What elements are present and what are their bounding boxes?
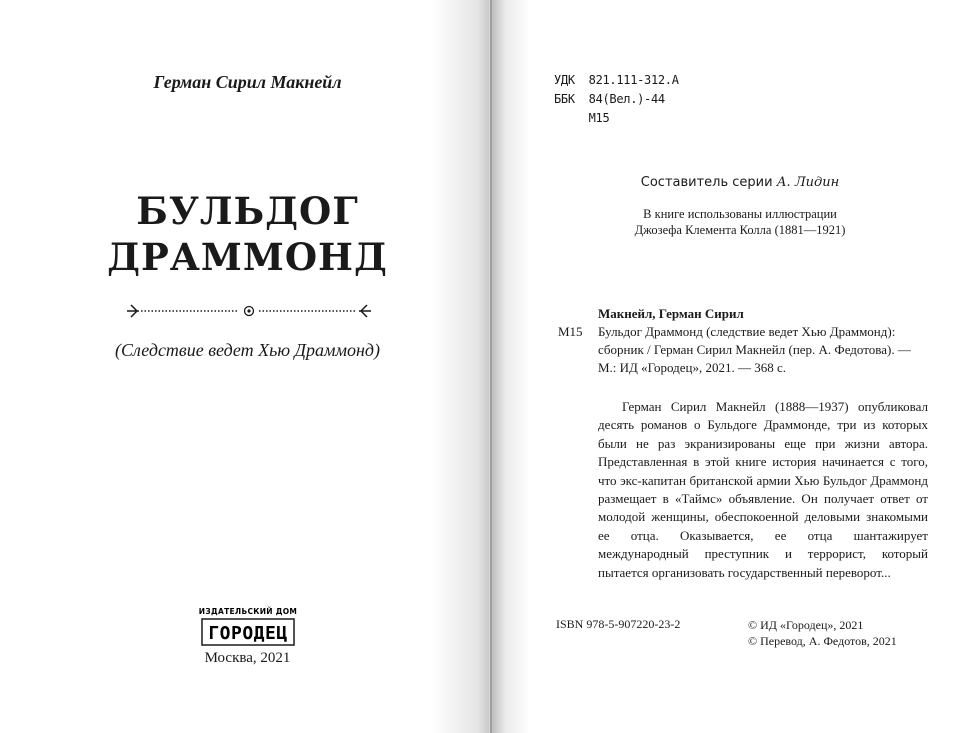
biblio-text: Бульдог Драммонд (следствие ведет Хью Драммонд): сборник / Герман Сирил Макнейл (пер. А. Федотова). — М.: ИД «Городец», 2021. — 368 с. <box>598 324 911 375</box>
copyright-publisher: © ИД «Городец», 2021 <box>748 618 864 632</box>
series-editor-name: А. Лидин <box>776 175 840 190</box>
code-label: УДК <box>554 73 575 87</box>
publisher-logo-line1: ИЗДАТЕЛЬСКИЙ ДОМ <box>198 607 298 616</box>
bibliographic-entry <box>598 305 928 377</box>
series-label: Составитель серии <box>640 175 773 190</box>
city-year: Москва, 2021 <box>204 650 291 666</box>
copyright-block <box>748 617 897 649</box>
publisher-logo-icon <box>198 606 298 650</box>
code-value: М15 <box>588 111 610 125</box>
catalog-code: М15 <box>558 324 583 339</box>
author-name: Герман Сирил Макнейл <box>153 72 342 92</box>
code-row-bbk <box>554 90 679 109</box>
series-editor-line <box>500 175 980 190</box>
illustrations-credit <box>500 206 980 238</box>
code-row-udk <box>554 71 679 90</box>
code-label: ББК <box>554 92 575 106</box>
isbn: ISBN 978-5-907220-23-2 <box>556 617 681 631</box>
code-value: 84(Вел.)-44 <box>588 92 665 106</box>
code-value: 821.111-312.А <box>588 73 679 87</box>
title-line-1: БУЛЬДОГ <box>136 189 359 233</box>
code-row-author-mark <box>554 109 679 128</box>
book-spine-crease <box>489 0 492 733</box>
illustrations-line-2: Джозефа Клемента Колла (1881—1921) <box>634 223 846 237</box>
biblio-heading: Макнейл, Герман Сирил <box>598 306 744 321</box>
classification-codes <box>554 71 679 128</box>
book-title <box>0 188 495 280</box>
publisher-logo-line2: ГОРОДЕЦ <box>208 623 288 644</box>
book-subtitle: (Следствие ведет Хью Драммонд) <box>115 340 380 360</box>
copyright-translation: © Перевод, А. Федотов, 2021 <box>748 634 897 648</box>
ornament-divider-icon <box>125 302 373 320</box>
title-line-2: ДРАММОНД <box>107 235 388 279</box>
illustrations-line-1: В книге использованы иллюстрации <box>643 207 837 221</box>
book-abstract: Герман Сирил Макнейл (1888—1937) опубликовал десять романов о Бульдоге Драммонде, три из которых были не раз экранизированы еще при жизни автора. Представленная в этой книге история начинается с того, что экс-капитан британской армии Хью Бульдог Драммонд размещает в «Таймс» объявление. Он получает ответ от молодой женщины, обеспокоенной деловыми знакомыми ее отца. Оказывается, ее отца шантажирует международный преступник и террорист, который пытается организовать государственный переворот... <box>598 399 928 580</box>
